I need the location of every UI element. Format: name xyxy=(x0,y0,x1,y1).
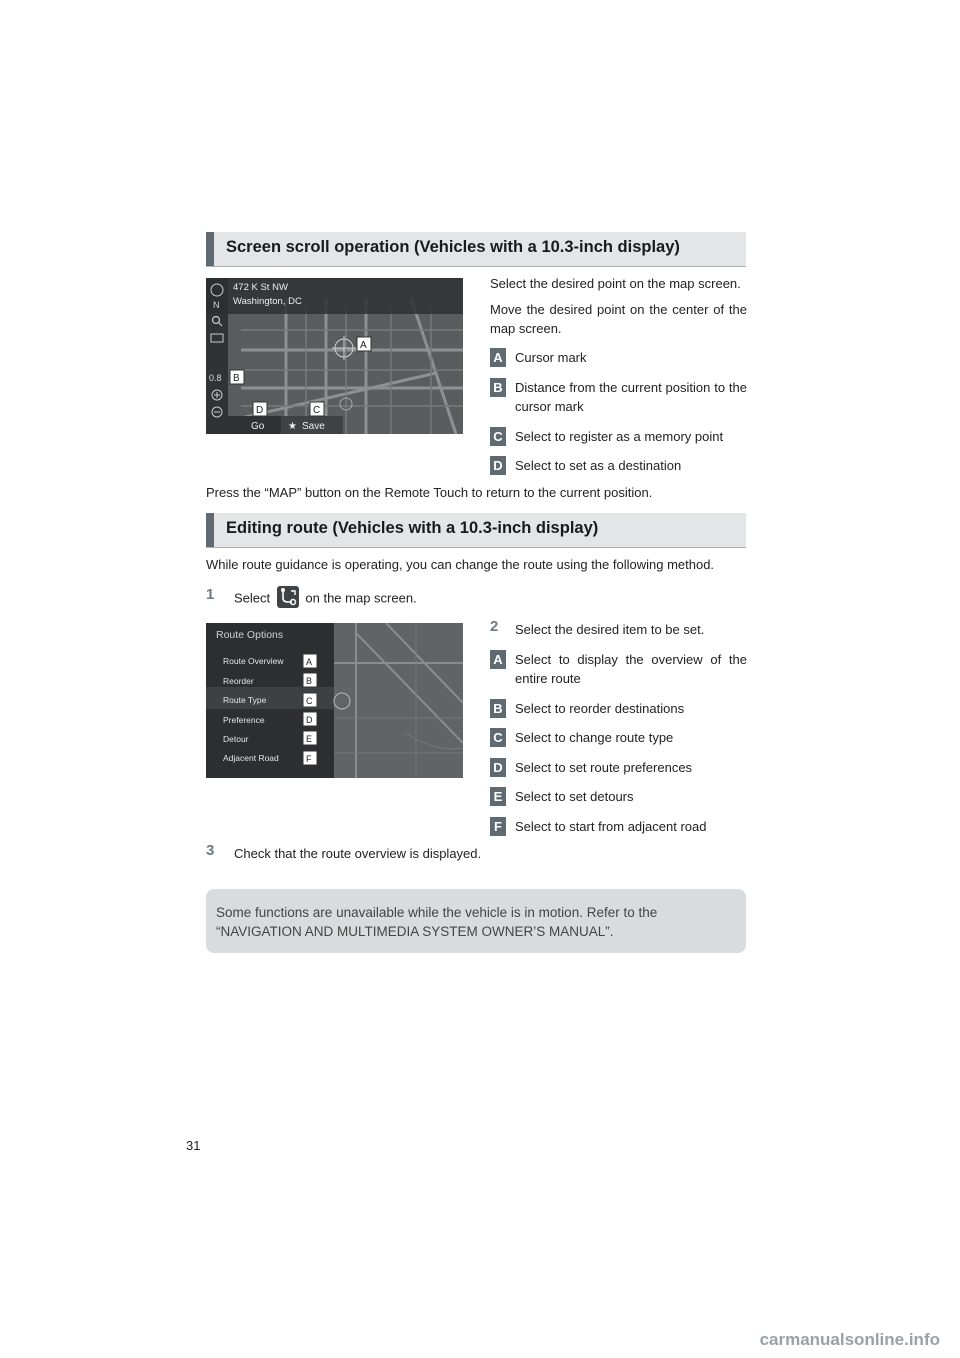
intro-text-1: Select the desired point on the map screen. xyxy=(490,276,741,291)
callout-a: A xyxy=(306,657,313,667)
map-address-line2: Washington, DC xyxy=(233,296,302,307)
svg-text:D: D xyxy=(256,405,264,416)
section2-intro: While route guidance is operating, you can change the route using the following method. xyxy=(206,557,715,572)
badge-e: E xyxy=(490,787,506,806)
footer-text: Press the “MAP” button on the Remote Touch to return to the current position. xyxy=(206,485,653,500)
menu-detour[interactable]: Detour xyxy=(223,734,249,744)
item-text-c: Select to register as a memory point xyxy=(515,429,724,444)
step-number-2: 2 xyxy=(490,618,499,635)
watermark: carmanualsonline.info xyxy=(759,1330,940,1349)
badge-d: D xyxy=(490,758,506,777)
callout-a xyxy=(357,337,371,351)
map-address-line1: 472 K St NW xyxy=(233,282,288,293)
step1-text xyxy=(234,588,417,610)
route-options-icon xyxy=(277,586,299,608)
badge-d: D xyxy=(490,456,506,475)
menu-route-type[interactable]: Route Type xyxy=(223,695,267,705)
item-text-f: Select to start from adjacent road xyxy=(515,819,707,834)
item-text-d: Select to set as a destination xyxy=(515,458,682,473)
callout-b: B xyxy=(306,676,313,686)
badge-a: A xyxy=(490,650,506,669)
svg-text:N: N xyxy=(213,300,220,310)
callout-c xyxy=(310,402,324,416)
menu-adjacent-road[interactable]: Adjacent Road xyxy=(223,753,279,763)
save-button[interactable]: Save xyxy=(302,421,325,432)
badge-f: F xyxy=(490,817,506,836)
star-icon: ★ xyxy=(288,421,297,432)
map-scale-value: 0.8 xyxy=(209,373,222,383)
callout-d xyxy=(253,402,267,416)
intro-text-2: Move the desired point on the center of the map screen. xyxy=(490,302,747,336)
page-number: 31 xyxy=(186,1138,201,1153)
callout-c: C xyxy=(306,696,313,706)
note-box: Some functions are unavailable while the vehicle is in motion. Refer to the “NAVIGATION AND MULTIMEDIA SYSTEM OWNER’S MANUAL”. xyxy=(206,889,746,953)
svg-text:B: B xyxy=(233,373,240,384)
section-divider xyxy=(206,266,746,267)
item-text-b: Select to reorder destinations xyxy=(515,701,685,716)
step2-text: Select the desired item to be set. xyxy=(515,622,705,637)
item-text-a: Cursor mark xyxy=(515,350,587,365)
item-text-e: Select to set detours xyxy=(515,789,634,804)
svg-text:A: A xyxy=(360,340,367,351)
item-text-b: Distance from the current position to the cursor mark xyxy=(515,380,747,414)
section-divider xyxy=(206,547,746,548)
step-number-1: 1 xyxy=(206,586,215,603)
map-screen-image xyxy=(206,278,463,434)
step3-text: Check that the route overview is displayed. xyxy=(234,846,482,861)
go-button[interactable]: Go xyxy=(251,421,265,432)
section-title: Screen scroll operation (Vehicles with a 10.3-inch display) xyxy=(226,238,680,256)
section-title: Editing route (Vehicles with a 10.3-inch display) xyxy=(226,519,599,537)
badge-a: A xyxy=(490,348,506,367)
menu-preference[interactable]: Preference xyxy=(223,715,265,725)
callout-e: E xyxy=(306,734,313,744)
step1-pre: Select xyxy=(234,590,271,606)
callout-d: D xyxy=(306,715,313,725)
badge-c: C xyxy=(490,427,506,446)
badge-b: B xyxy=(490,699,506,718)
callout-f: F xyxy=(306,754,312,764)
section-heading-screen-scroll xyxy=(206,232,746,266)
badge-b: B xyxy=(490,378,506,397)
callout-b xyxy=(230,370,244,384)
route-options-title: Route Options xyxy=(216,629,284,641)
item-text-d: Select to set route preferences xyxy=(515,760,693,775)
route-options-screen-image xyxy=(206,623,463,778)
svg-text:C: C xyxy=(313,405,321,416)
badge-c: C xyxy=(490,728,506,747)
section-heading-editing-route xyxy=(206,513,746,547)
item-text-a: Select to display the overview of the entire route xyxy=(515,652,747,686)
step-number-3: 3 xyxy=(206,842,215,859)
menu-route-overview[interactable]: Route Overview xyxy=(223,656,284,666)
item-text-c: Select to change route type xyxy=(515,730,674,745)
step1-post: on the map screen. xyxy=(305,590,417,606)
menu-reorder[interactable]: Reorder xyxy=(223,676,254,686)
